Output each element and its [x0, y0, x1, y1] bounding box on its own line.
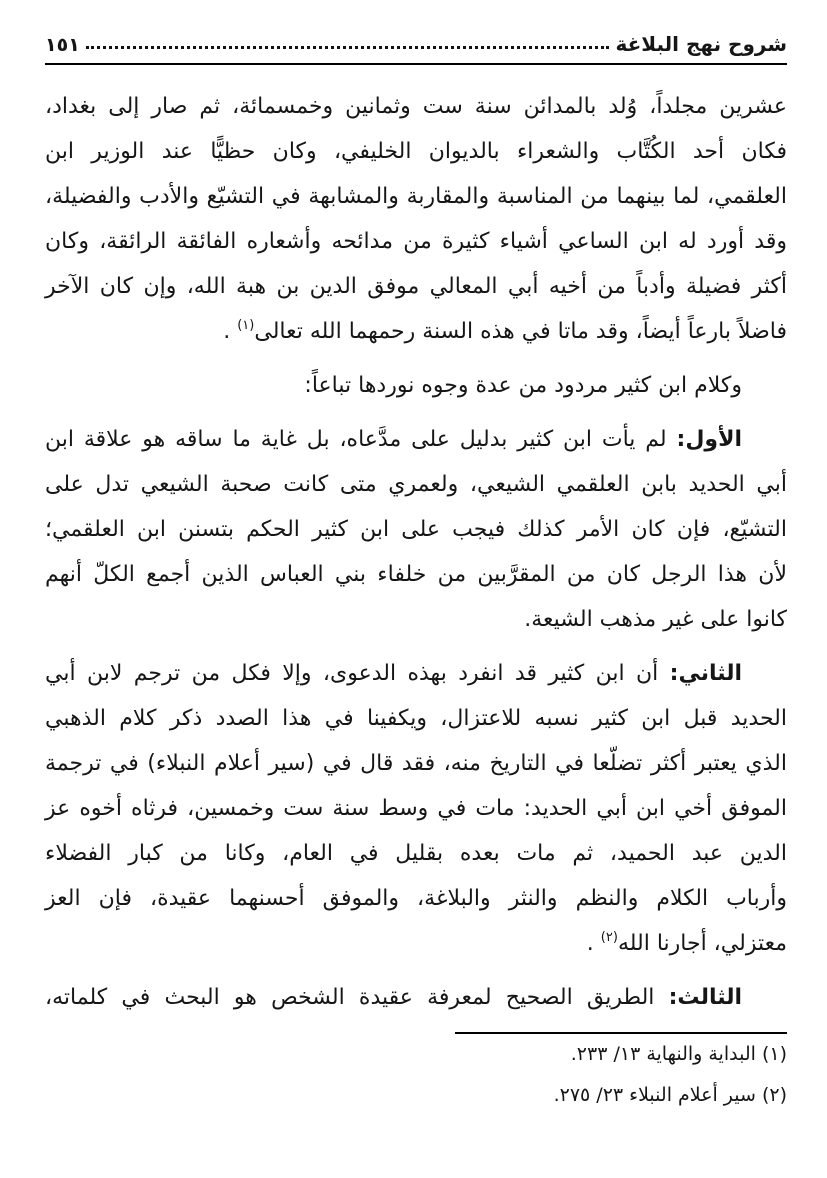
- line-lead: الثاني:: [669, 661, 742, 686]
- line-text: أكثر فضيلة وأدباً من أخيه أبي المعالي موفق الدين بن هبة الله، وإن كان الآخر: [45, 274, 787, 299]
- line-lead: الأول:: [676, 427, 742, 452]
- body-line: [45, 309, 787, 354]
- book-title: شروح نهج البلاغة: [615, 32, 787, 56]
- footnotes-section: [45, 1032, 787, 1116]
- line-lead: الثالث:: [668, 985, 742, 1010]
- body-line: [45, 786, 787, 831]
- footnote-2: (٢) سير أعلام النبلاء ٢٣/ ٢٧٥.: [553, 1084, 787, 1106]
- line-text: وكلام ابن كثير مردود من عدة وجوه نوردها تباعاً:: [304, 373, 742, 398]
- line-text: الطريق الصحيح لمعرفة عقيدة الشخص هو البحث في كلماته،: [45, 985, 669, 1010]
- body-line: [45, 741, 787, 786]
- line-text: لم يأت ابن كثير بدليل على مدَّعاه، بل غاية ما ساقه هو علاقة ابن: [45, 427, 677, 452]
- body-line: [45, 84, 787, 129]
- body-line: [45, 552, 787, 597]
- running-head: [45, 24, 787, 56]
- line-text: العلقمي، لما بينهما من المناسبة والمقاربة والمشابهة في التشيّع والأدب والفضيلة،: [45, 184, 787, 209]
- body-text: [45, 84, 787, 1020]
- footnote-ref-2: (٢): [600, 930, 618, 945]
- body-line: [45, 507, 787, 552]
- line-text: التشيّع، فإن كان الأمر كذلك فيجب على ابن كثير الحكم بتسنن ابن العلقمي؛: [45, 517, 787, 542]
- line-text: معتزلي، أجارنا الله: [617, 931, 787, 956]
- line-text: وأرباب الكلام والنظم والنثر والبلاغة، والموفق أحسنهما عقيدة، فإن العز: [45, 886, 787, 911]
- body-line: [45, 264, 787, 309]
- body-line: [45, 975, 787, 1020]
- body-line: [45, 129, 787, 174]
- header-rule: [45, 63, 787, 65]
- page-number: ١٥١: [45, 34, 80, 56]
- line-text: الموفق أخي ابن أبي الحديد: مات في وسط سنة ست وخمسين، فرثاه أخوه عز: [45, 796, 787, 821]
- dot-leader: [86, 46, 610, 49]
- body-line: [45, 696, 787, 741]
- body-line: [45, 417, 787, 462]
- line-text: الدين عبد الحميد، ثم مات بعده بقليل في العام، وكانا من كبار الفضلاء: [45, 841, 787, 866]
- line-text: أن ابن كثير قد انفرد بهذه الدعوى، وإلا فكل من ترجم لابن أبي: [45, 661, 670, 686]
- line-text: الحديد قبل ابن كثير نسبه للاعتزال، ويكفينا في هذا الصدد ذكر كلام الذهبي: [45, 706, 787, 731]
- line-text: فكان أحد الكُتَّاب والشعراء بالديوان الخليفي، وكان حظيًّا عند الوزير ابن: [45, 139, 787, 164]
- body-line: [45, 831, 787, 876]
- body-line: [45, 876, 787, 921]
- footnote-ref-1: (١): [237, 318, 255, 333]
- body-line: [45, 651, 787, 696]
- line-tail: .: [223, 319, 238, 344]
- body-line: [45, 219, 787, 264]
- body-line: [45, 921, 787, 966]
- line-text: فاضلاً بارعاً أيضاً، وقد ماتا في هذه السنة رحمهما الله تعالى: [254, 319, 787, 344]
- line-text: كانوا على غير مذهب الشيعة.: [524, 607, 787, 632]
- body-line: [45, 597, 787, 642]
- line-text: وقد أورد له ابن الساعي أشياء كثيرة من مدائحه وأشعاره الفائقة الرائقة، وكان: [45, 229, 787, 254]
- line-text: أبي الحديد بابن العلقمي الشيعي، ولعمري متى كانت صحبة الشيعي تدل على: [45, 472, 787, 497]
- footnote-1: (١) البداية والنهاية ١٣/ ٢٣٣.: [570, 1043, 787, 1065]
- body-line: [45, 363, 787, 408]
- line-text: لأن هذا الرجل كان من المقرَّبين من خلفاء بني العباس الذين أجمع الكلّ أنهم: [45, 562, 787, 587]
- line-text: الذي يعتبر أكثر تضلّعا في التاريخ منه، فقد قال في (سير أعلام النبلاء) في ترجمة: [45, 751, 787, 776]
- body-line: [45, 462, 787, 507]
- line-tail: .: [586, 931, 601, 956]
- line-text: عشرين مجلداً، وُلد بالمدائن سنة ست وثمانين وخمسمائة، ثم صار إلى بغداد،: [45, 94, 787, 119]
- body-line: [45, 174, 787, 219]
